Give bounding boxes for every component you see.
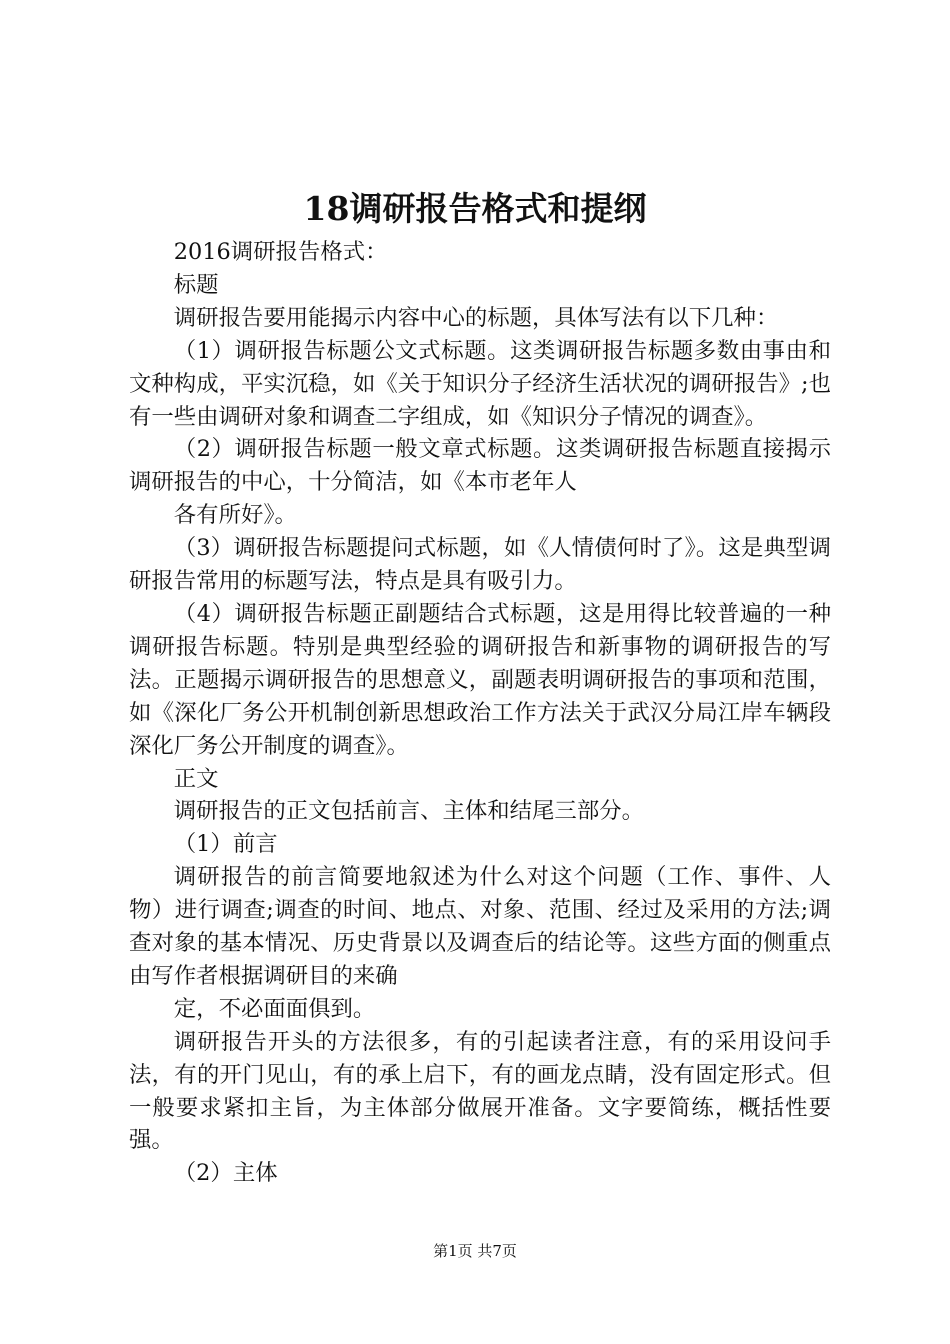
paragraph: （3）调研报告标题提问式标题，如《人情债何时了》。这是典型调研报告常用的标题写法，特点是具有吸引力。 <box>129 535 831 595</box>
paragraph-continuation: 各有所好》。 <box>173 502 297 529</box>
subsection-heading: （1）前言 <box>173 831 278 858</box>
paragraph: 调研报告要用能揭示内容中心的标题，具体写法有以下几种： <box>173 304 779 331</box>
paragraph: 调研报告开头的方法很多，有的引起读者注意，有的采用设问手法，有的开门见山，有的承上启下，有的画龙点睛，没有固定形式。但一般要求紧扣主旨，为主体部分做展开准备。文字要简练，概括性要强。 <box>129 1028 831 1154</box>
document-title: 18调研报告格式和提纲 <box>303 189 647 228</box>
page-number-footer: 第1页 共7页 <box>433 1242 517 1260</box>
paragraph: 2016调研报告格式： <box>173 239 388 265</box>
paragraph-continuation: 定，不必面面俱到。 <box>173 995 376 1022</box>
paragraph: （2）调研报告标题一般文章式标题。这类调研报告标题直接揭示调研报告的中心，十分简洁，如《本市老年人 <box>129 436 831 496</box>
paragraph: 调研报告的前言简要地叙述为什么对这个问题（工作、事件、人物）进行调查;调查的时间、地点、对象、范围、经过及采用的方法;调查对象的基本情况、历史背景以及调查后的结论等。这些方面的侧重点由写作者根据调研目的来确 <box>129 864 831 989</box>
subsection-heading: （2）主体 <box>173 1160 278 1187</box>
paragraph: 调研报告的正文包括前言、主体和结尾三部分。 <box>173 798 644 825</box>
document-body <box>129 236 831 1190</box>
paragraph: （1）调研报告标题公文式标题。这类调研报告标题多数由事由和文种构成，平实沉稳，如《关于知识分子经济生活状况的调研报告》;也有一些由调研对象和调查二字组成，如《知识分子情况的调查》。 <box>129 337 831 430</box>
section-heading-body: 正文 <box>173 765 219 792</box>
section-heading-title: 标题 <box>173 271 219 298</box>
paragraph: （4）调研报告标题正副题结合式标题，这是用得比较普遍的一种调研报告标题。特别是典型经验的调研报告和新事物的调研报告的写法。正题揭示调研报告的思想意义，副题表明调研报告的事项和范围，如《深化厂务公开机制创新思想政治工作方法关于武汉分局江岸车辆段深化厂务公开制度的调查》。 <box>129 600 831 759</box>
